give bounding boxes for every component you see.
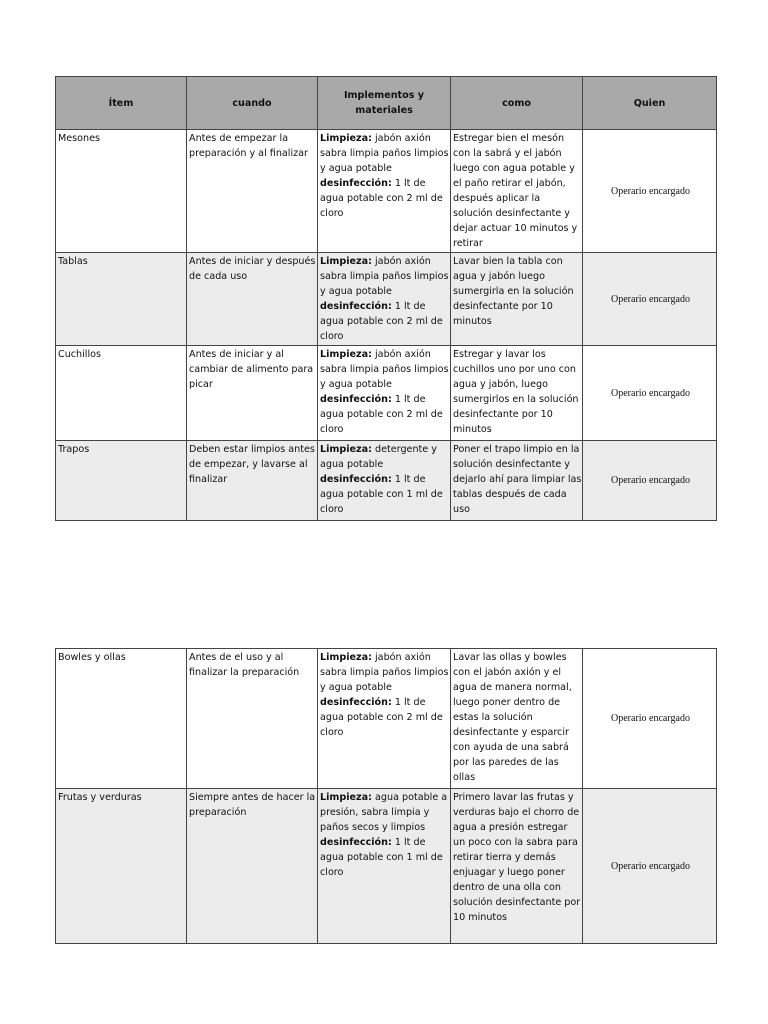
cuando-cell: Antes de iniciar y al cambiar de alimento para picar <box>187 346 318 441</box>
como-cell: Poner el trapo limpio en la solución desinfectante y dejarlo ahí para limpiar las tablas después de cada uso <box>451 441 583 521</box>
implementos-cell <box>318 130 451 253</box>
limpieza-text: jabón axión sabra limpia paños limpios y agua potable <box>320 256 449 297</box>
limpieza-label: Limpieza: <box>320 349 372 360</box>
cleaning-table-2 <box>55 648 717 944</box>
quien-cell: Operario encargado <box>583 441 717 521</box>
header-quien: Quien <box>583 77 717 130</box>
limpieza-text: jabón axión sabra limpia paños limpios y agua potable <box>320 652 449 693</box>
desinfeccion-text: 1 lt de agua potable con 1 ml de cloro <box>320 474 443 515</box>
item-cell: Trapos <box>56 441 187 521</box>
item-cell: Bowles y ollas <box>56 649 187 789</box>
como-cell: Lavar las ollas y bowles con el jabón axión y el agua de manera normal, luego poner dentro de estas la solución desinfectante y esparcir con ayuda de una sabrá por las paredes de las ollas <box>451 649 583 789</box>
table-row <box>56 789 717 944</box>
limpieza-label: Limpieza: <box>320 444 372 455</box>
implementos-cell <box>318 789 451 944</box>
como-cell: Estregar bien el mesón con la sabrá y el jabón luego con agua potable y el paño retirar el jabón, después aplicar la solución desinfectante y dejar actuar 10 minutos y retirar <box>451 130 583 253</box>
header-como: como <box>451 77 583 130</box>
cuando-cell: Antes de el uso y al finalizar la preparación <box>187 649 318 789</box>
quien-cell: Operario encargado <box>583 130 717 253</box>
desinfeccion-text: 1 lt de agua potable con 1 ml de cloro <box>320 837 443 878</box>
limpieza-label: Limpieza: <box>320 792 372 803</box>
item-cell: Mesones <box>56 130 187 253</box>
implementos-cell <box>318 253 451 346</box>
header-row <box>56 77 717 130</box>
item-cell: Frutas y verduras <box>56 789 187 944</box>
table-row <box>56 253 717 346</box>
desinfeccion-text: 1 lt de agua potable con 2 ml de cloro <box>320 394 443 435</box>
desinfeccion-label: desinfección: <box>320 301 392 312</box>
limpieza-text: jabón axión sabra limpia paños limpios y agua potable <box>320 133 449 174</box>
como-cell: Lavar bien la tabla con agua y jabón luego sumergirla en la solución desinfectante por 10 minutos <box>451 253 583 346</box>
cuando-cell: Antes de iniciar y después de cada uso <box>187 253 318 346</box>
implementos-cell <box>318 649 451 789</box>
quien-cell: Operario encargado <box>583 789 717 944</box>
desinfeccion-label: desinfección: <box>320 697 392 708</box>
desinfeccion-text: 1 lt de agua potable con 2 ml de cloro <box>320 697 443 738</box>
header-cuando: cuando <box>187 77 318 130</box>
table-row <box>56 130 717 253</box>
limpieza-text: agua potable a presión, sabra limpia y paños secos y limpios <box>320 792 448 833</box>
table-row <box>56 441 717 521</box>
cuando-cell: Antes de empezar la preparación y al finalizar <box>187 130 318 253</box>
desinfeccion-text: 1 lt de agua potable con 2 ml de cloro <box>320 178 443 219</box>
desinfeccion-label: desinfección: <box>320 474 392 485</box>
quien-cell: Operario encargado <box>583 649 717 789</box>
desinfeccion-label: desinfección: <box>320 394 392 405</box>
table-row <box>56 649 717 789</box>
limpieza-text: jabón axión sabra limpia paños limpios y agua potable <box>320 349 449 390</box>
desinfeccion-label: desinfección: <box>320 178 392 189</box>
limpieza-label: Limpieza: <box>320 133 372 144</box>
implementos-cell <box>318 441 451 521</box>
table-row <box>56 346 717 441</box>
cleaning-table-1 <box>55 76 717 521</box>
limpieza-text: detergente y agua potable <box>320 444 437 470</box>
quien-cell: Operario encargado <box>583 253 717 346</box>
cuando-cell: Siempre antes de hacer la preparación <box>187 789 318 944</box>
como-cell: Estregar y lavar los cuchillos uno por uno con agua y jabón, luego sumergirlos en la solución desinfectante por 10 minutos <box>451 346 583 441</box>
limpieza-label: Limpieza: <box>320 652 372 663</box>
header-item: Ítem <box>56 77 187 130</box>
desinfeccion-label: desinfección: <box>320 837 392 848</box>
implementos-cell <box>318 346 451 441</box>
como-cell: Primero lavar las frutas y verduras bajo el chorro de agua a presión estregar un poco con la sabra para retirar tierra y demás enjuagar y luego poner dentro de una olla con solución desinfectante por 10 minutos <box>451 789 583 944</box>
limpieza-label: Limpieza: <box>320 256 372 267</box>
item-cell: Tablas <box>56 253 187 346</box>
header-implementos: Implementos y materiales <box>318 77 451 130</box>
quien-cell: Operario encargado <box>583 346 717 441</box>
cuando-cell: Deben estar limpios antes de empezar, y lavarse al finalizar <box>187 441 318 521</box>
desinfeccion-text: 1 lt de agua potable con 2 ml de cloro <box>320 301 443 342</box>
item-cell: Cuchillos <box>56 346 187 441</box>
